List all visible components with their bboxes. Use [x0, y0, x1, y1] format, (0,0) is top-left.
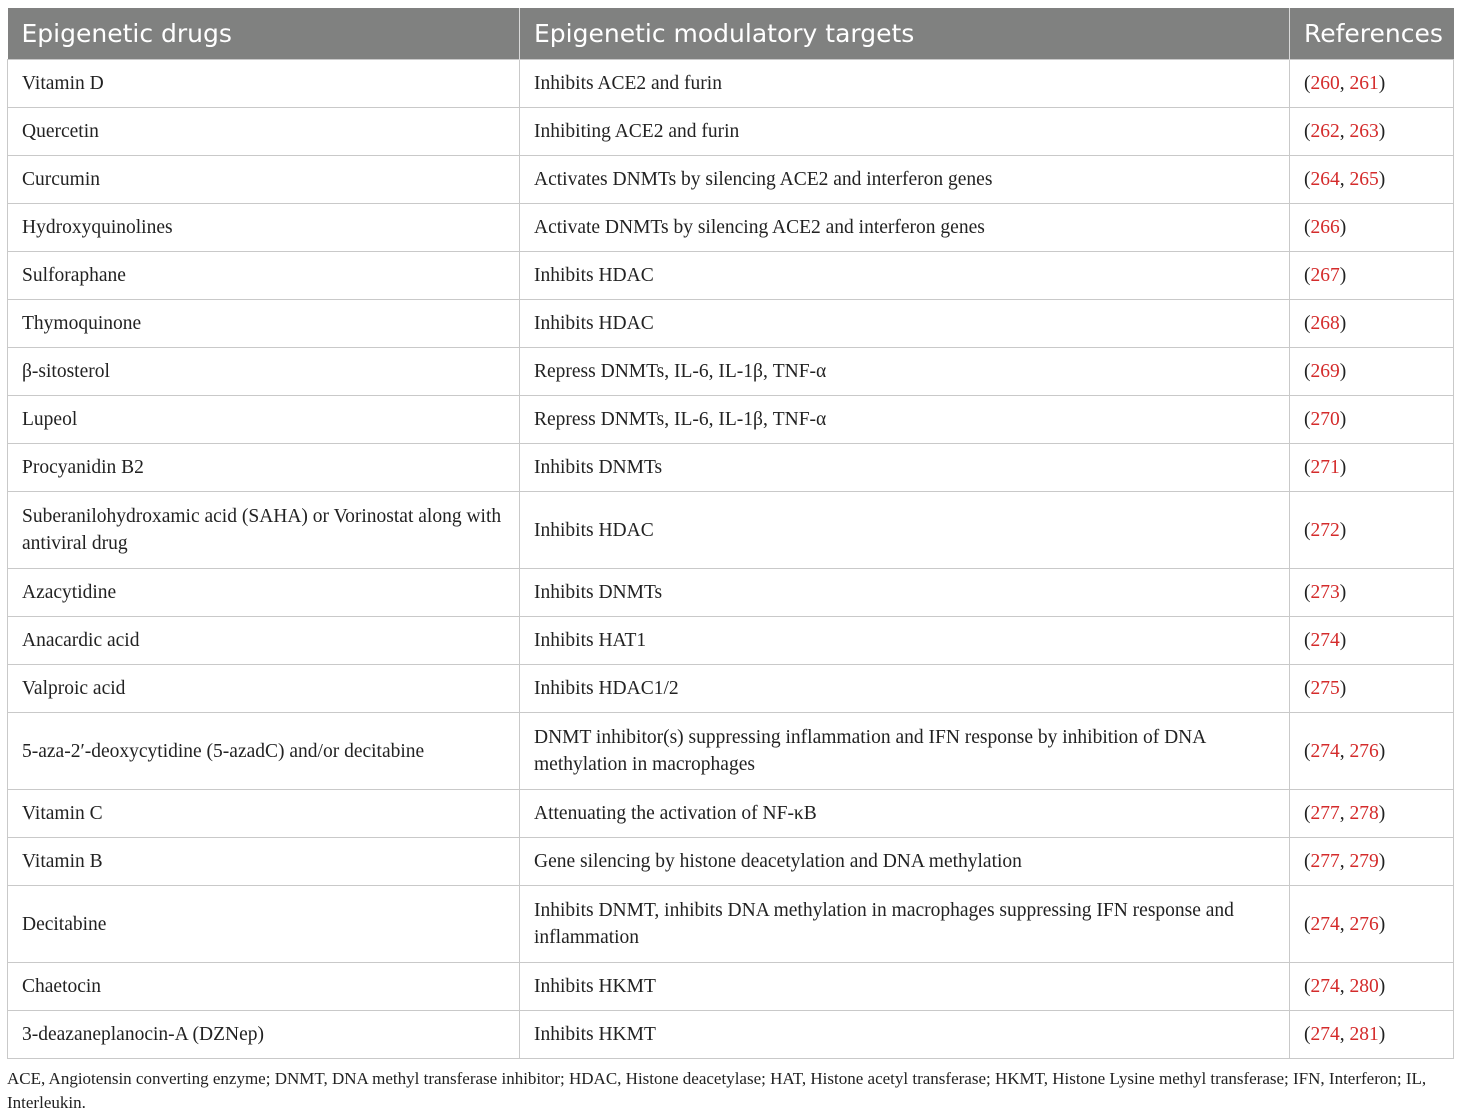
references-cell: [1290, 1011, 1454, 1059]
table-row: [8, 569, 1454, 617]
paren-close: ): [1339, 630, 1347, 651]
paren-close: ): [1339, 409, 1347, 430]
reference-link[interactable]: 277: [1310, 803, 1340, 824]
target-cell: Inhibits DNMT, inhibits DNA methylation in macrophages suppressing IFN response and inflammation: [520, 886, 1290, 963]
references-cell: [1290, 156, 1454, 204]
reference-link[interactable]: 264: [1310, 169, 1340, 190]
drug-cell: Vitamin D: [8, 60, 520, 108]
paren-close: ): [1378, 1024, 1386, 1045]
references-cell: [1290, 838, 1454, 886]
drug-cell: Thymoquinone: [8, 300, 520, 348]
reference-link[interactable]: 270: [1310, 409, 1340, 430]
table-row: [8, 156, 1454, 204]
ref-separator: ,: [1339, 851, 1350, 872]
paren-close: ): [1339, 361, 1347, 382]
references-cell: [1290, 60, 1454, 108]
target-cell: Inhibits HDAC: [520, 492, 1290, 569]
paren-close: ): [1378, 169, 1386, 190]
target-cell: Activate DNMTs by silencing ACE2 and interferon genes: [520, 204, 1290, 252]
table-row: [8, 617, 1454, 665]
table-row: [8, 492, 1454, 569]
drug-cell: Vitamin C: [8, 790, 520, 838]
ref-separator: ,: [1339, 976, 1350, 997]
target-cell: Inhibits HKMT: [520, 1011, 1290, 1059]
references-cell: [1290, 665, 1454, 713]
paren-open: (: [1304, 409, 1311, 430]
references-cell: [1290, 569, 1454, 617]
paren-open: (: [1304, 519, 1311, 541]
paren-close: ): [1378, 803, 1386, 824]
table-header-row: [8, 8, 1454, 60]
reference-link[interactable]: 267: [1310, 265, 1340, 286]
drug-cell: Azacytidine: [8, 569, 520, 617]
reference-link[interactable]: 276: [1349, 913, 1379, 935]
paren-close: ): [1339, 678, 1347, 699]
reference-link[interactable]: 280: [1349, 976, 1379, 997]
paren-open: (: [1304, 1024, 1311, 1045]
reference-link[interactable]: 274: [1310, 630, 1340, 651]
references-cell: [1290, 348, 1454, 396]
paren-open: (: [1304, 217, 1311, 238]
drug-cell: 3-deazaneplanocin-A (DZNep): [8, 1011, 520, 1059]
target-cell: Attenuating the activation of NF-κB: [520, 790, 1290, 838]
drug-cell: Vitamin B: [8, 838, 520, 886]
paren-close: ): [1339, 265, 1347, 286]
target-cell: Gene silencing by histone deacetylation and DNA methylation: [520, 838, 1290, 886]
table-row: [8, 252, 1454, 300]
target-cell: Inhibits DNMTs: [520, 569, 1290, 617]
target-cell: Repress DNMTs, IL-6, IL-1β, TNF-α: [520, 348, 1290, 396]
paren-open: (: [1304, 740, 1311, 762]
paren-close: ): [1339, 313, 1347, 334]
paren-open: (: [1304, 803, 1311, 824]
references-cell: [1290, 963, 1454, 1011]
header-modulatory-targets: Epigenetic modulatory targets: [520, 8, 1290, 60]
drug-cell: Anacardic acid: [8, 617, 520, 665]
drug-cell: Sulforaphane: [8, 252, 520, 300]
table-row: [8, 665, 1454, 713]
paren-open: (: [1304, 630, 1311, 651]
reference-link[interactable]: 266: [1310, 217, 1340, 238]
drug-cell: Hydroxyquinolines: [8, 204, 520, 252]
reference-link[interactable]: 268: [1310, 313, 1340, 334]
references-cell: [1290, 108, 1454, 156]
paren-open: (: [1304, 976, 1311, 997]
drug-cell: Lupeol: [8, 396, 520, 444]
target-cell: Inhibits HDAC1/2: [520, 665, 1290, 713]
table-row: [8, 1011, 1454, 1059]
drug-cell: 5-aza-2′-deoxycytidine (5-azadC) and/or decitabine: [8, 713, 520, 790]
paren-open: (: [1304, 851, 1311, 872]
table-row: [8, 790, 1454, 838]
reference-link[interactable]: 279: [1349, 851, 1379, 872]
paren-close: ): [1339, 519, 1347, 541]
ref-separator: ,: [1339, 1024, 1350, 1045]
drug-cell: Curcumin: [8, 156, 520, 204]
table-row: [8, 838, 1454, 886]
references-cell: [1290, 886, 1454, 963]
ref-separator: ,: [1339, 169, 1350, 190]
references-cell: [1290, 300, 1454, 348]
reference-link[interactable]: 263: [1349, 121, 1379, 142]
reference-link[interactable]: 260: [1310, 73, 1340, 94]
paren-open: (: [1304, 121, 1311, 142]
drug-cell: Suberanilohydroxamic acid (SAHA) or Vorinostat along with antiviral drug: [8, 492, 520, 569]
reference-link[interactable]: 272: [1310, 519, 1340, 541]
paren-close: ): [1378, 740, 1386, 762]
target-cell: Inhibits HDAC: [520, 252, 1290, 300]
table-row: [8, 204, 1454, 252]
paren-open: (: [1304, 73, 1311, 94]
ref-separator: ,: [1339, 913, 1350, 935]
references-cell: [1290, 396, 1454, 444]
table-row: [8, 60, 1454, 108]
table-footnote: ACE, Angiotensin converting enzyme; DNMT, DNA methyl transferase inhibitor; HDAC, Histone deacetylase; HAT, Histone acetyl transferase; HKMT, Histone Lysine methyl transferase; IFN, Interferon; IL, Interleukin.: [7, 1069, 1427, 1112]
reference-link[interactable]: 278: [1349, 803, 1379, 824]
table-row: [8, 300, 1454, 348]
paren-close: ): [1378, 73, 1386, 94]
reference-link[interactable]: 276: [1349, 740, 1379, 762]
reference-link[interactable]: 261: [1349, 73, 1379, 94]
target-cell: Inhibits DNMTs: [520, 444, 1290, 492]
table-row: [8, 348, 1454, 396]
paren-open: (: [1304, 361, 1311, 382]
references-cell: [1290, 204, 1454, 252]
ref-separator: ,: [1339, 803, 1350, 824]
paren-close: ): [1378, 976, 1386, 997]
drug-cell: Decitabine: [8, 886, 520, 963]
drug-cell: β-sitosterol: [8, 348, 520, 396]
reference-link[interactable]: 275: [1310, 678, 1340, 699]
paren-open: (: [1304, 678, 1311, 699]
paren-open: (: [1304, 169, 1311, 190]
references-cell: [1290, 444, 1454, 492]
header-references: References: [1290, 8, 1454, 60]
ref-separator: ,: [1339, 73, 1350, 94]
paren-open: (: [1304, 457, 1311, 478]
reference-link[interactable]: 273: [1310, 582, 1340, 603]
table-row: [8, 396, 1454, 444]
target-cell: Inhibits ACE2 and furin: [520, 60, 1290, 108]
table-row: [8, 444, 1454, 492]
table-container: [7, 8, 1453, 1059]
target-cell: Inhibiting ACE2 and furin: [520, 108, 1290, 156]
reference-link[interactable]: 274: [1310, 976, 1340, 997]
table-row: [8, 108, 1454, 156]
references-cell: [1290, 790, 1454, 838]
drug-cell: Chaetocin: [8, 963, 520, 1011]
paren-close: ): [1378, 121, 1386, 142]
target-cell: Repress DNMTs, IL-6, IL-1β, TNF-α: [520, 396, 1290, 444]
ref-separator: ,: [1339, 121, 1350, 142]
header-epigenetic-drugs: Epigenetic drugs: [8, 8, 520, 60]
target-cell: Activates DNMTs by silencing ACE2 and interferon genes: [520, 156, 1290, 204]
table-row: [8, 886, 1454, 963]
table-row: [8, 963, 1454, 1011]
paren-close: ): [1339, 582, 1347, 603]
reference-link[interactable]: 265: [1349, 169, 1379, 190]
reference-link[interactable]: 274: [1310, 1024, 1340, 1045]
target-cell: Inhibits HAT1: [520, 617, 1290, 665]
reference-link[interactable]: 262: [1310, 121, 1340, 142]
paren-open: (: [1304, 265, 1311, 286]
references-cell: [1290, 252, 1454, 300]
paren-close: ): [1339, 457, 1347, 478]
drug-cell: Valproic acid: [8, 665, 520, 713]
paren-open: (: [1304, 582, 1311, 603]
target-cell: Inhibits HKMT: [520, 963, 1290, 1011]
reference-link[interactable]: 271: [1310, 457, 1340, 478]
reference-link[interactable]: 281: [1349, 1024, 1379, 1045]
paren-close: ): [1378, 851, 1386, 872]
reference-link[interactable]: 269: [1310, 361, 1340, 382]
reference-link[interactable]: 277: [1310, 851, 1340, 872]
drug-cell: Procyanidin B2: [8, 444, 520, 492]
reference-link[interactable]: 274: [1310, 740, 1340, 762]
target-cell: DNMT inhibitor(s) suppressing inflammation and IFN response by inhibition of DNA methylation in macrophages: [520, 713, 1290, 790]
references-cell: [1290, 617, 1454, 665]
epigenetic-drugs-table: [7, 8, 1454, 1059]
references-cell: [1290, 492, 1454, 569]
paren-open: (: [1304, 913, 1311, 935]
drug-cell: Quercetin: [8, 108, 520, 156]
reference-link[interactable]: 274: [1310, 913, 1340, 935]
table-row: [8, 713, 1454, 790]
paren-close: ): [1378, 913, 1386, 935]
paren-close: ): [1339, 217, 1347, 238]
target-cell: Inhibits HDAC: [520, 300, 1290, 348]
references-cell: [1290, 713, 1454, 790]
paren-open: (: [1304, 313, 1311, 334]
ref-separator: ,: [1339, 740, 1350, 762]
